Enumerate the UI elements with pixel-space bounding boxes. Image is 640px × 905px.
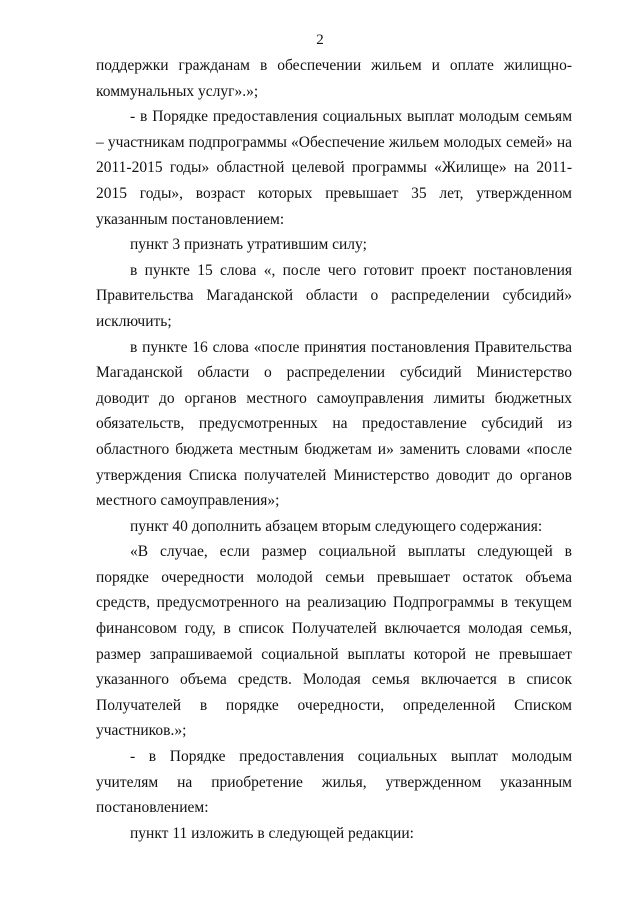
paragraph-8: - в Порядке предоставления социальных выплат молодым учителям на приобретение жилья, утвержденном указанным постановлением: xyxy=(96,748,572,817)
paragraph-2: - в Порядке предоставления социальных выплат молодым семьям – участникам подпрограммы «Обеспечение жильем молодых семей» на 2011-2015 годы» областной целевой программы «Жилище» на 2011-2015 годы», возраст которых превышает 35 лет, утвержденном указанным постановлением: xyxy=(96,108,572,228)
page-number: 2 xyxy=(316,32,324,48)
paragraph-6: пункт 40 дополнить абзацем вторым следующего содержания: xyxy=(130,517,543,535)
paragraph-7: «В случае, если размер социальной выплаты следующей в порядке очередности молодой семьи превышает остаток объема средств, предусмотренного на реализацию Подпрограммы в текущем финансовом году, в список Получателей включается молодая семья, размер запрашиваемой социальной выплаты которой не превышает указанного объема средств. Молодая семья включается в список Получателей в порядке очередности, определенной Списком участников.»; xyxy=(96,543,572,740)
paragraph-5: в пункте 16 слова «после принятия постановления Правительства Магаданской области о распределении субсидий Министерство доводит до органов местного самоуправления лимиты бюджетных обязательств, предусмотренных на предоставление субсидий из областного бюджета местным бюджетам и» заменить словами «после утверждения Списка получателей Министерство доводит до органов местного самоуправления»; xyxy=(96,338,572,510)
document-body xyxy=(96,53,572,846)
paragraph-1: поддержки гражданам в обеспечении жильем и оплате жилищно-коммунальных услуг».»; xyxy=(96,57,572,100)
paragraph-3: пункт 3 признать утратившим силу; xyxy=(130,236,367,254)
paragraph-9: пункт 11 изложить в следующей редакции: xyxy=(130,824,414,842)
paragraph-4: в пункте 15 слова «, после чего готовит проект постановления Правительства Магаданской области о распределении субсидий» исключить; xyxy=(96,261,572,330)
